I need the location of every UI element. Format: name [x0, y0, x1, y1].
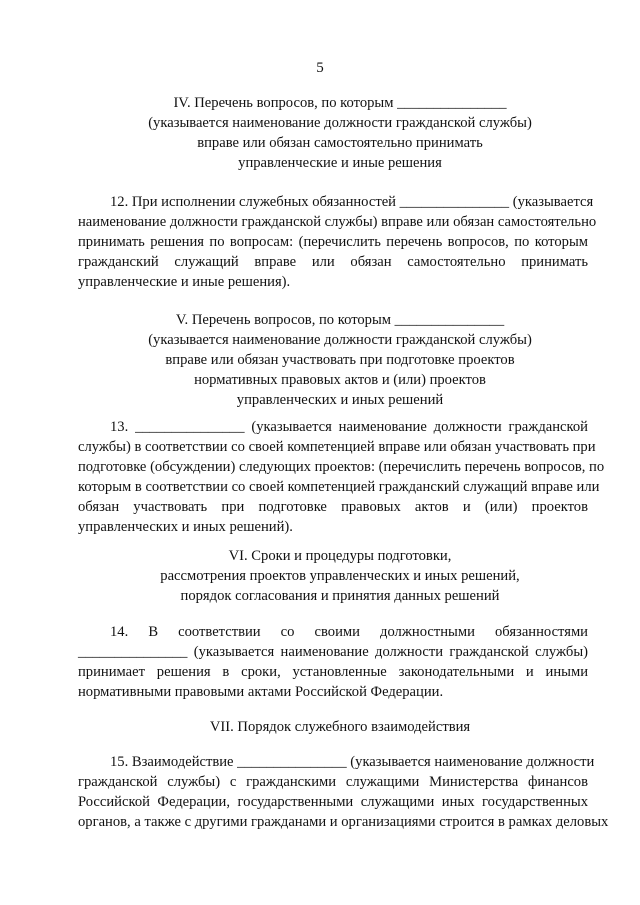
paragraph-line: 13. _______________ (указывается наименование должности гражданской — [110, 419, 588, 435]
section-vii-heading — [60, 717, 620, 737]
paragraph-line: органов, а также с другими гражданами и организациями строится в рамках деловых — [78, 814, 609, 830]
paragraph-line: принимает решения в сроки, установленные законодательными и иными — [78, 664, 588, 680]
paragraph-14 — [78, 622, 588, 702]
heading-line: VI. Сроки и процедуры подготовки, — [228, 548, 452, 564]
heading-line: вправе или обязан самостоятельно принимать — [197, 135, 483, 151]
paragraph-line: гражданский служащий вправе или обязан самостоятельно принимать — [78, 254, 588, 270]
paragraph-15 — [78, 752, 609, 832]
paragraph-line: 14. В соответствии со своими должностными обязанностями — [110, 624, 588, 640]
heading-line: (указывается наименование должности гражданской службы) — [148, 332, 532, 348]
paragraph-line: обязан участвовать при подготовке правовых актов и (или) проектов — [78, 499, 588, 515]
paragraph-line: управленческих и иных решений). — [78, 519, 293, 535]
paragraph-line: подготовке (обсуждении) следующих проектов: (перечислить перечень вопросов, по — [78, 459, 605, 475]
heading-line: рассмотрения проектов управленческих и иных решений, — [160, 568, 520, 584]
heading-line: вправе или обязан участвовать при подготовке проектов — [165, 352, 515, 368]
paragraph-line: 12. При исполнении служебных обязанностей _______________ (указывается — [110, 194, 594, 210]
heading-line: (указывается наименование должности гражданской службы) — [148, 115, 532, 131]
paragraph-line: нормативными правовыми актами Российской Федерации. — [78, 684, 444, 700]
paragraph-12 — [78, 192, 597, 292]
paragraph-line: принимать решения по вопросам: (перечислить перечень вопросов, по которым — [78, 234, 588, 250]
paragraph-13 — [78, 417, 605, 537]
paragraph-line: наименование должности гражданской службы) вправе или обязан самостоятельно — [78, 214, 597, 230]
paragraph-line: которым в соответствии со своей компетенцией гражданский служащий вправе или — [78, 479, 600, 495]
heading-line: нормативных правовых актов и (или) проектов — [194, 372, 486, 388]
section-iv-heading — [60, 93, 620, 173]
page-number: 5 — [316, 60, 324, 76]
section-v-heading — [60, 310, 620, 410]
paragraph-line: управленческие и иные решения). — [78, 274, 291, 290]
heading-line: VII. Порядок служебного взаимодействия — [209, 719, 471, 735]
section-vi-heading — [60, 546, 620, 606]
heading-line: порядок согласования и принятия данных решений — [180, 588, 500, 604]
heading-line: управленческих и иных решений — [236, 392, 444, 408]
paragraph-line: Российской Федерации, государственными служащими иных государственных — [78, 794, 588, 810]
heading-line: IV. Перечень вопросов, по которым _______________ — [173, 95, 507, 111]
heading-line: V. Перечень вопросов, по которым _______________ — [175, 312, 505, 328]
paragraph-line: гражданской службы) с гражданскими служащими Министерства финансов — [78, 774, 588, 790]
heading-line: управленческие и иные решения — [238, 155, 442, 171]
paragraph-line: службы) в соответствии со своей компетенцией вправе или обязан участвовать при — [78, 439, 596, 455]
paragraph-line: 15. Взаимодействие _______________ (указывается наименование должности — [110, 754, 595, 770]
paragraph-line: _______________ (указывается наименование должности гражданской службы) — [78, 644, 588, 660]
